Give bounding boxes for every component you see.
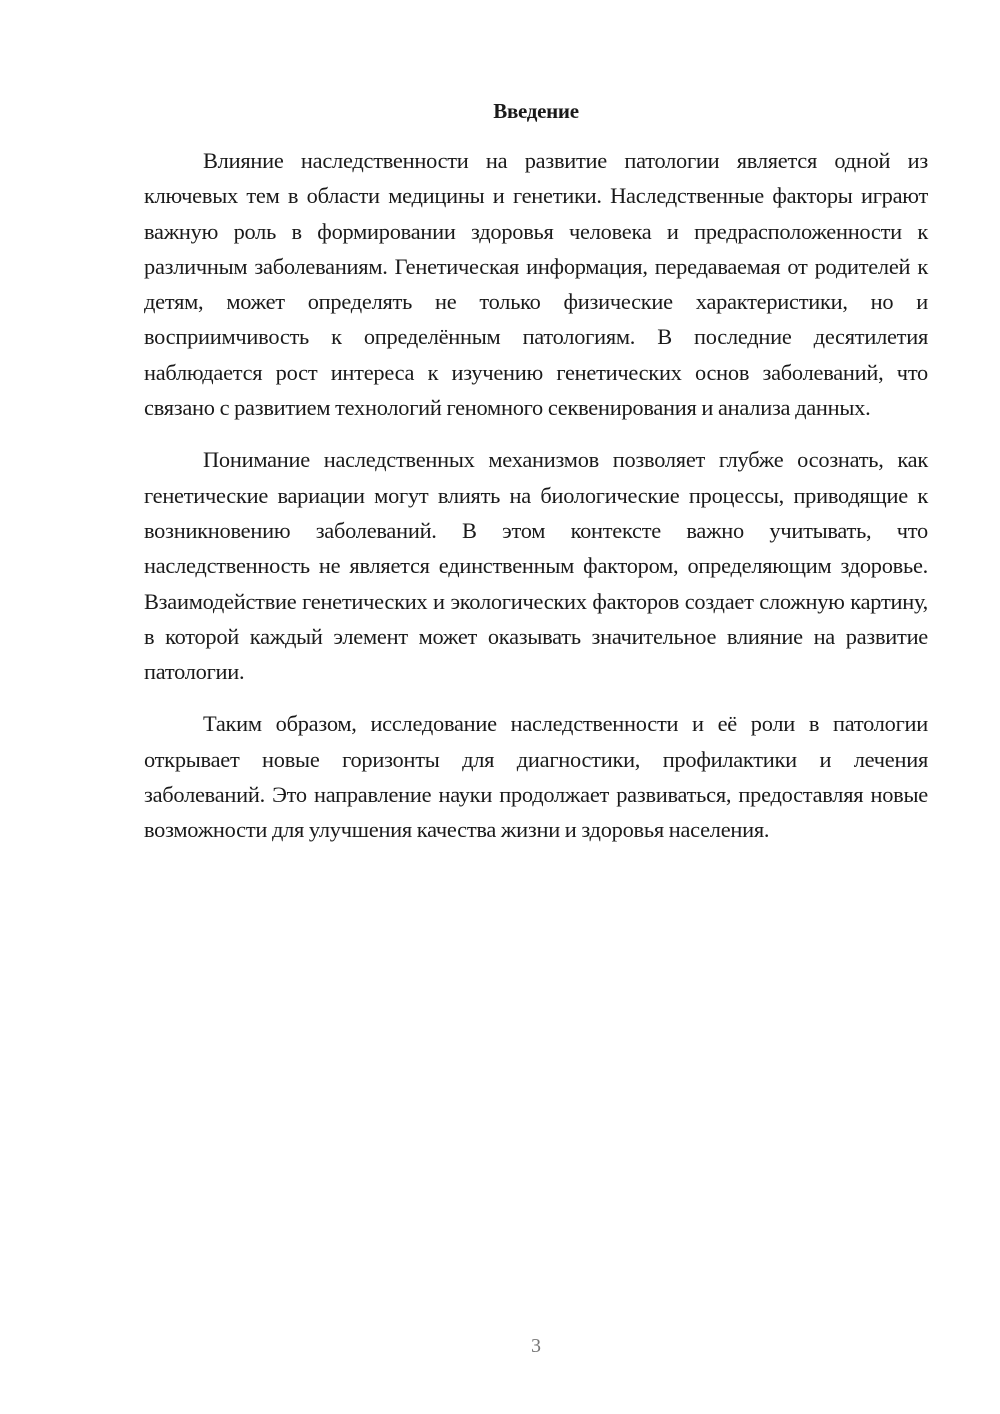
section-heading: Введение [493, 99, 579, 123]
paragraph-3: Таким образом, исследование наследственности и её роли в патологии открывает новые горизонты для диагностики, профилактики и лечения заболеваний. Это направление науки продолжает развиваться, предоставляя новые возможности для улучшения качества жизни и здоровья населения. [144, 711, 928, 843]
page-number: 3 [531, 1335, 541, 1357]
page-content [144, 96, 928, 865]
paragraph-2: Понимание наследственных механизмов позволяет глубже осознать, как генетические вариации могут влиять на биологические процессы, приводящие к возникновению заболеваний. В этом контексте важно учитывать, что наследственность не является единственным фактором, определяющим здоровье. Взаимодействие генетических и экологических факторов создает сложную картину, в которой каждый элемент может оказывать значительное влияние на развитие патологии. [144, 447, 928, 685]
paragraph-1: Влияние наследственности на развитие патологии является одной из ключевых тем в области медицины и генетики. Наследственные факторы играют важную роль в формировании здоровья человека и предрасположенности к различным заболеваниям. Генетическая информация, передаваемая от родителей к детям, может определять не только физические характеристики, но и восприимчивость к определённым патологиям. В последние десятилетия наблюдается рост интереса к изучению генетических основ заболеваний, что связано с развитием технологий геномного секвенирования и анализа данных. [144, 148, 928, 421]
